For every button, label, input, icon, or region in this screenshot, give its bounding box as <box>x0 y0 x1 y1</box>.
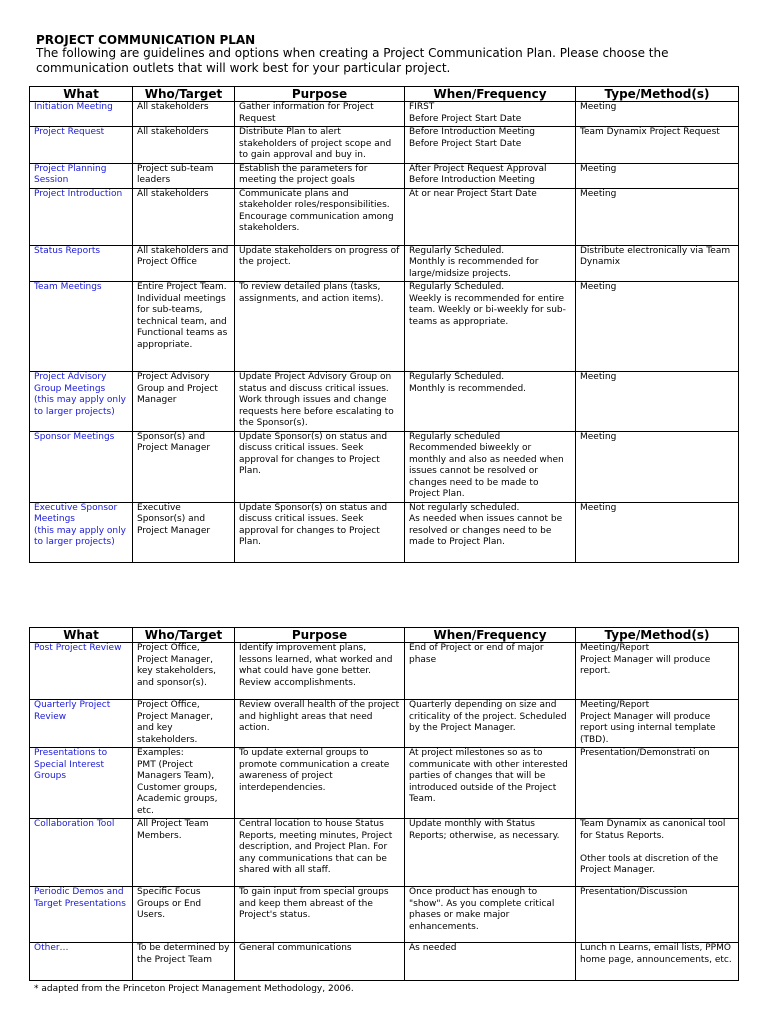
table-row <box>30 372 739 432</box>
table-row <box>30 502 739 562</box>
what-cell: Initiation Meeting <box>30 102 133 127</box>
table-row <box>30 163 739 188</box>
when-cell: As needed <box>405 943 576 981</box>
who-cell: All stakeholders and Project Office <box>133 245 235 282</box>
table-row <box>30 643 739 700</box>
what-cell: Executive Sponsor Meetings (this may apply only to larger projects) <box>30 502 133 562</box>
when-cell: FIRST Before Project Start Date <box>405 102 576 127</box>
who-cell: All Project Team Members. <box>133 819 235 887</box>
table-header-row <box>30 87 739 102</box>
what-cell: Project Advisory Group Meetings (this may apply only to larger projects) <box>30 372 133 432</box>
purpose-cell: To update external groups to promote communication a create awareness of project interdependencies. <box>235 748 405 819</box>
type-cell: Lunch n Learns, email lists, PPMO home page, announcements, etc. <box>576 943 739 981</box>
header-purpose: Purpose <box>235 628 405 643</box>
what-cell: Collaboration Tool <box>30 819 133 887</box>
who-cell: Project Advisory Group and Project Manager <box>133 372 235 432</box>
table-row <box>30 102 739 127</box>
what-cell: Quarterly Project Review <box>30 700 133 748</box>
communication-table-2 <box>29 627 739 981</box>
what-cell: Periodic Demos and Target Presentations <box>30 887 133 943</box>
communication-table-1 <box>29 86 739 563</box>
header-type-method: Type/Method(s) <box>576 87 739 102</box>
type-cell: Meeting <box>576 163 739 188</box>
type-cell: Meeting <box>576 102 739 127</box>
purpose-cell: To review detailed plans (tasks, assignments, and action items). <box>235 282 405 372</box>
what-cell: Project Request <box>30 127 133 164</box>
type-cell: Presentation/Discussion <box>576 887 739 943</box>
header-type-method: Type/Method(s) <box>576 628 739 643</box>
who-cell: Specific Focus Groups or End Users. <box>133 887 235 943</box>
purpose-cell: Identify improvement plans, lessons learned, what worked and what could have gone better. Review accomplishments. <box>235 643 405 700</box>
what-cell: Sponsor Meetings <box>30 431 133 502</box>
when-cell: End of Project or end of major phase <box>405 643 576 700</box>
type-cell: Team Dynamix Project Request <box>576 127 739 164</box>
type-cell: Meeting <box>576 372 739 432</box>
who-cell: Examples: PMT (Project Managers Team), Customer groups, Academic groups, etc. <box>133 748 235 819</box>
table-row <box>30 819 739 887</box>
header-purpose: Purpose <box>235 87 405 102</box>
table-row <box>30 887 739 943</box>
intro-paragraph: The following are guidelines and options when creating a Project Communication Plan. Please choose the communication outlets that will work best for your particular project. <box>36 46 669 75</box>
what-cell: Post Project Review <box>30 643 133 700</box>
purpose-cell: Central location to house Status Reports, meeting minutes, Project description, and Project Plan. For any communications that can be shared with all staff. <box>235 819 405 887</box>
header-who-target: Who/Target <box>133 87 235 102</box>
purpose-cell: Communicate plans and stakeholder roles/responsibilities. Encourage communication among stakeholders. <box>235 188 405 245</box>
table-row <box>30 748 739 819</box>
type-cell: Meeting <box>576 282 739 372</box>
when-cell: Not regularly scheduled. As needed when issues cannot be resolved or changes need to be made to Project Plan. <box>405 502 576 562</box>
purpose-cell: Establish the parameters for meeting the project goals <box>235 163 405 188</box>
who-cell: Executive Sponsor(s) and Project Manager <box>133 502 235 562</box>
header-who-target: Who/Target <box>133 628 235 643</box>
who-cell: All stakeholders <box>133 188 235 245</box>
type-cell: Team Dynamix as canonical tool for Status Reports. Other tools at discretion of the Project Manager. <box>576 819 739 887</box>
when-cell: At or near Project Start Date <box>405 188 576 245</box>
table-row <box>30 431 739 502</box>
who-cell: All stakeholders <box>133 102 235 127</box>
who-cell: To be determined by the Project Team <box>133 943 235 981</box>
what-cell: Presentations to Special Interest Groups <box>30 748 133 819</box>
when-cell: Update monthly with Status Reports; otherwise, as necessary. <box>405 819 576 887</box>
header-what: What <box>30 87 133 102</box>
when-cell: After Project Request Approval Before Introduction Meeting <box>405 163 576 188</box>
who-cell: All stakeholders <box>133 127 235 164</box>
purpose-cell: To gain input from special groups and keep them abreast of the Project's status. <box>235 887 405 943</box>
header-when-frequency: When/Frequency <box>405 87 576 102</box>
purpose-cell: Gather information for Project Request <box>235 102 405 127</box>
type-cell: Meeting/Report Project Manager will produce report using internal template (TBD). <box>576 700 739 748</box>
table-header-row <box>30 628 739 643</box>
what-cell: Project Introduction <box>30 188 133 245</box>
header-what: What <box>30 628 133 643</box>
table-row <box>30 943 739 981</box>
when-cell: Quarterly depending on size and criticality of the project. Scheduled by the Project Manager. <box>405 700 576 748</box>
who-cell: Sponsor(s) and Project Manager <box>133 431 235 502</box>
what-cell: Other… <box>30 943 133 981</box>
document-title: PROJECT COMMUNICATION PLAN <box>36 33 256 47</box>
what-cell: Project Planning Session <box>30 163 133 188</box>
table-row <box>30 245 739 282</box>
type-cell: Distribute electronically via Team Dynamix <box>576 245 739 282</box>
header-when-frequency: When/Frequency <box>405 628 576 643</box>
when-cell: Once product has enough to "show". As you complete critical phases or make major enhancements. <box>405 887 576 943</box>
when-cell: Regularly Scheduled. Monthly is recommended. <box>405 372 576 432</box>
purpose-cell: Distribute Plan to alert stakeholders of project scope and to gain approval and buy in. <box>235 127 405 164</box>
purpose-cell: Review overall health of the project and highlight areas that need action. <box>235 700 405 748</box>
purpose-cell: General communications <box>235 943 405 981</box>
footnote: * adapted from the Princeton Project Management Methodology, 2006. <box>34 984 354 994</box>
table-row <box>30 127 739 164</box>
when-cell: Regularly Scheduled. Monthly is recommended for large/midsize projects. <box>405 245 576 282</box>
when-cell: Regularly Scheduled. Weekly is recommended for entire team. Weekly or bi-weekly for sub-teams as appropriate. <box>405 282 576 372</box>
table-row <box>30 282 739 372</box>
table-row <box>30 188 739 245</box>
who-cell: Entire Project Team. Individual meetings for sub-teams, technical team, and Functional teams as appropriate. <box>133 282 235 372</box>
who-cell: Project sub-team leaders <box>133 163 235 188</box>
when-cell: At project milestones so as to communicate with other interested parties of changes that will be introduced outside of the Project Team. <box>405 748 576 819</box>
type-cell: Meeting <box>576 431 739 502</box>
table-row <box>30 700 739 748</box>
type-cell: Meeting/Report Project Manager will produce report. <box>576 643 739 700</box>
purpose-cell: Update Sponsor(s) on status and discuss critical issues. Seek approval for changes to Project Plan. <box>235 502 405 562</box>
when-cell: Before Introduction Meeting Before Project Start Date <box>405 127 576 164</box>
when-cell: Regularly scheduled Recommended biweekly or monthly and also as needed when issues cannot be resolved or changes need to be made to Project Plan. <box>405 431 576 502</box>
what-cell: Team Meetings <box>30 282 133 372</box>
type-cell: Meeting <box>576 188 739 245</box>
type-cell: Meeting <box>576 502 739 562</box>
purpose-cell: Update stakeholders on progress of the project. <box>235 245 405 282</box>
what-cell: Status Reports <box>30 245 133 282</box>
who-cell: Project Office, Project Manager, key stakeholders, and sponsor(s). <box>133 643 235 700</box>
who-cell: Project Office, Project Manager, and key stakeholders. <box>133 700 235 748</box>
type-cell: Presentation/Demonstrati on <box>576 748 739 819</box>
purpose-cell: Update Project Advisory Group on status and discuss critical issues. Work through issues and change requests here before escalating to the Sponsor(s). <box>235 372 405 432</box>
purpose-cell: Update Sponsor(s) on status and discuss critical issues. Seek approval for changes to Project Plan. <box>235 431 405 502</box>
